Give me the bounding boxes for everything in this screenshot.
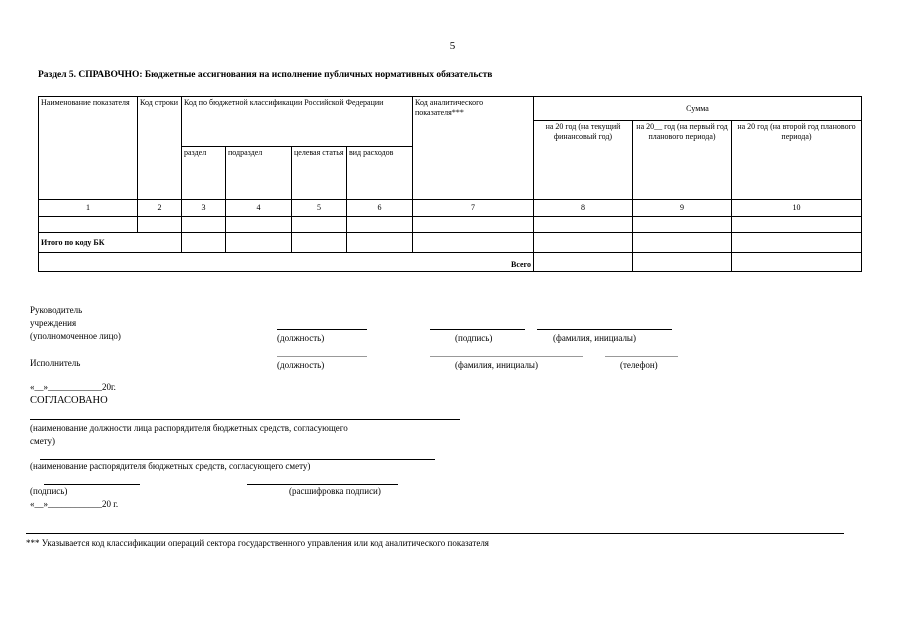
page-number: 5 <box>449 40 456 52</box>
position-caption: (должность) <box>277 333 325 343</box>
grand-total-label: Всего <box>39 253 534 272</box>
table-row <box>39 217 862 233</box>
col-num: 2 <box>138 200 182 217</box>
header-razdel: раздел <box>182 147 226 200</box>
col-num: 5 <box>292 200 347 217</box>
section-title: Раздел 5. СПРАВОЧНО: Бюджетные ассигнования на исполнение публичных нормативных обязательств <box>38 70 493 80</box>
agree-org-line <box>40 459 435 460</box>
agree-signature-line <box>44 484 140 485</box>
name-caption: (фамилия, инициалы) <box>455 360 538 370</box>
position-line <box>277 356 367 357</box>
position-line <box>277 329 367 330</box>
column-number-row <box>39 200 862 217</box>
col-num: 4 <box>226 200 292 217</box>
agreed-label: СОГЛАСОВАНО <box>30 395 108 406</box>
signature-caption: (подпись) <box>455 333 493 343</box>
header-name: Наименование показателя <box>39 97 138 200</box>
header-sum-current: на 20 год (на текущий финансовый год) <box>534 121 633 200</box>
col-num: 7 <box>413 200 534 217</box>
agree-position-caption: (наименование должности лица распорядителя бюджетных средств, согласующего <box>30 423 348 433</box>
col-num: 6 <box>347 200 413 217</box>
col-num: 8 <box>534 200 633 217</box>
name-caption: (фамилия, инициалы) <box>553 333 636 343</box>
header-sum-first: на 20__ год (на первый год планового периода) <box>633 121 732 200</box>
executor-label: Исполнитель <box>30 358 81 368</box>
total-bk-label: Итого по коду БК <box>39 233 182 253</box>
head-label: учреждения <box>30 318 77 328</box>
header-bk-code: Код по бюджетной классификации Российской Федерации <box>182 97 413 147</box>
col-num: 9 <box>633 200 732 217</box>
agree-position-line <box>30 419 460 420</box>
signature-line <box>430 329 525 330</box>
head-label: (уполномоченное лицо) <box>30 331 121 341</box>
phone-caption: (телефон) <box>620 360 658 370</box>
agree-decoding-line <box>247 484 398 485</box>
header-celevaya: целевая статья <box>292 147 347 200</box>
head-label: Руководитель <box>30 305 83 315</box>
col-num: 1 <box>39 200 138 217</box>
agree-decoding-caption: (расшифровка подписи) <box>289 486 381 496</box>
header-podrazdel: подраздел <box>226 147 292 200</box>
agree-signature-caption: (подпись) <box>30 486 68 496</box>
footnote: *** Указывается код классификации операций сектора государственного управления или код аналитического показателя <box>26 538 489 548</box>
name-line <box>430 356 583 357</box>
header-sum-second: на 20 год (на второй год планового периода) <box>732 121 862 200</box>
date-line: «__»____________20г. <box>30 382 116 392</box>
total-bk-row <box>39 233 862 253</box>
date-line: «__»____________20 г. <box>30 499 119 509</box>
position-caption: (должность) <box>277 360 325 370</box>
header-analytic-code: Код аналитического показателя*** <box>413 97 534 200</box>
agree-position-caption: смету) <box>30 436 55 446</box>
phone-line <box>605 356 678 357</box>
agree-org-caption: (наименование распорядителя бюджетных средств, согласующего смету) <box>30 461 311 471</box>
header-sum: Сумма <box>534 97 862 121</box>
header-row-code: Код строки <box>138 97 182 200</box>
col-num: 10 <box>732 200 862 217</box>
grand-total-row <box>39 253 862 272</box>
header-vid: вид расходов <box>347 147 413 200</box>
budget-table <box>38 96 862 272</box>
col-num: 3 <box>182 200 226 217</box>
footnote-separator <box>26 533 844 534</box>
name-line <box>537 329 672 330</box>
